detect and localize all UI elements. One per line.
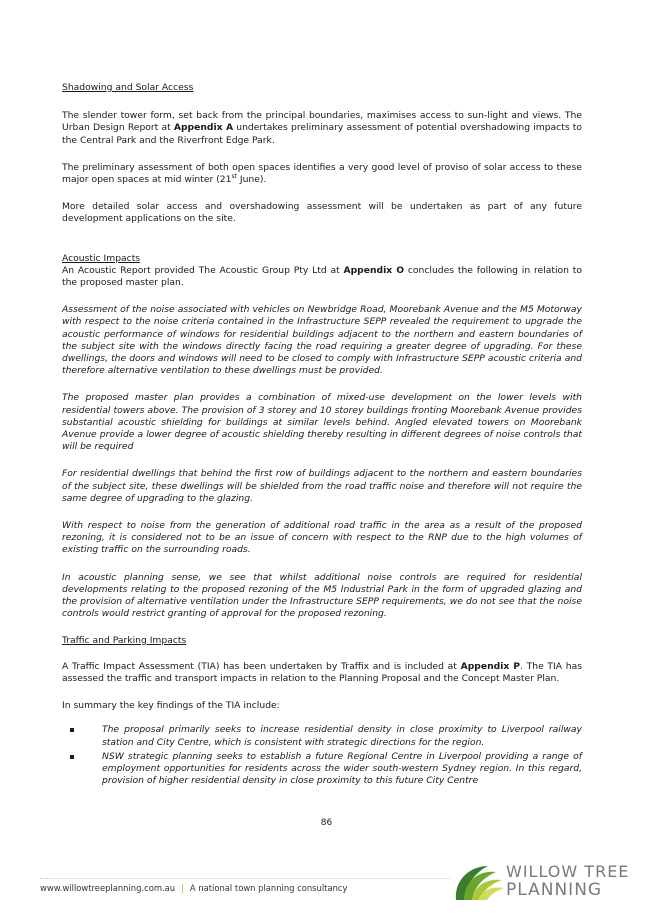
section-heading-traffic: Traffic and Parking Impacts [62,634,187,646]
superscript: st [231,172,237,180]
paragraph: In summary the key findings of the TIA include: [62,700,280,712]
text: An Acoustic Report provided The Acoustic Group Pty Ltd at [62,264,344,276]
paragraph [62,661,582,685]
appendix-reference: Appendix O [343,264,405,276]
paragraph [62,110,582,147]
paragraph [62,162,582,186]
paragraph: More detailed solar access and overshadowing assessment will be undertaken as part of any future development applications on the site. [62,201,582,225]
footer [40,883,347,893]
findings-list [62,724,582,787]
list-item [102,724,582,748]
text: concludes the following in relation to the proposed master plan. [62,264,583,289]
quote-paragraph: Assessment of the noise associated with vehicles on Newbridge Road, Moorebank Avenue and the M5 Motorway with respect to the noise criteria contained in the Infrastructure SEPP revealed the requirement to upgrade the acoustic performance of windows for residential buildings adjacent to the northern and eastern boundaries of the subject site with the windows directly facing the road requiring a greater degree of upgrading. For these dwellings, the doors and windows will need to be closed to comply with Infrastructure SEPP acoustic criteria and therefore alternative ventilation to these dwellings must be provided. [62,304,582,377]
bullet-icon [70,755,74,759]
text: . The TIA has assessed the traffic and transport impacts in relation to the Planning Proposal and the Concept Master Plan. [62,660,582,684]
text: undertakes preliminary assessment of potential overshadowing impacts to the Central Park and the Riverfront Edge Park. [62,122,582,146]
bullet-icon [70,728,74,732]
logo-text-line1: WILLOW TREE [506,862,630,881]
quote-paragraph: With respect to noise from the generation of additional road traffic in the area as a result of the proposed rezoning, it is considered not to be an issue of concern with respect to the RNP due to the high volumes of existing traffic on the surrounding roads. [62,520,582,556]
text: A Traffic Impact Assessment (TIA) has been undertaken by Traffix and is included at [62,660,461,672]
text: The preliminary assessment of both open spaces identifies a very good level of proviso of solar access to these major open spaces at mid winter (21 [62,161,582,186]
section-heading-acoustic: Acoustic Impacts [62,252,141,264]
page-number: 86 [320,818,333,828]
logo-text-line2: PLANNING [506,880,603,900]
appendix-reference: Appendix P [460,660,520,672]
paragraph [62,265,582,289]
document-body [62,82,582,789]
section-heading-shadowing: Shadowing and Solar Access [62,82,194,93]
text: June). [236,174,267,186]
list-item [102,751,582,788]
footer-tagline: A national town planning consultancy [189,883,348,893]
quote-paragraph: In acoustic planning sense, we see that whilst additional noise controls are required for residential developments relating to the proposed rezoning of the M5 Industrial Park in the form of upgraded glazing and the provision of alternative ventilation under the Infrastructure SEPP requirements, we do not see that the noise controls would restrict granting of approval for the proposed rezoning. [62,571,582,620]
footer-url[interactable]: www.willowtreeplanning.com.au [40,883,176,893]
leaf-mark-icon [456,866,504,900]
footer-separator: | [181,883,184,893]
appendix-reference: Appendix A [173,122,234,134]
list-item-text: NSW strategic planning seeks to establish a future Regional Centre in Liverpool providing a range of employment opportunities for residents across the wider south-western Sydney region. In this regard, provision of higher residential density in close proximity to this future City Centre [102,750,582,787]
text: The slender tower form, set back from the principal boundaries, maximises access to sun-light and views. The Urban Design Report at [62,110,582,134]
list-item-text: The proposal primarily seeks to increase residential density in close proximity to Liverpool railway station and City Centre, which is consistent with strategic directions for the region. [102,724,582,748]
quote-paragraph: The proposed master plan provides a combination of mixed-use development on the lower levels with residential towers above. The provision of 3 storey and 10 storey buildings fronting Moorebank Avenue provides substantial acoustic shielding for buildings at similar levels behind. Angled elevated towers on Moorebank Avenue provide a lower degree of acoustic shielding thereby resulting in different degrees of noise controls that will be required [62,392,582,453]
footer-divider [40,878,450,879]
quote-paragraph: For residential dwellings that behind the first row of buildings adjacent to the northern and eastern boundaries of the subject site, these dwellings will be shielded from the road traffic noise and therefore will not require the same degree of upgrading to the glazing. [62,468,582,504]
